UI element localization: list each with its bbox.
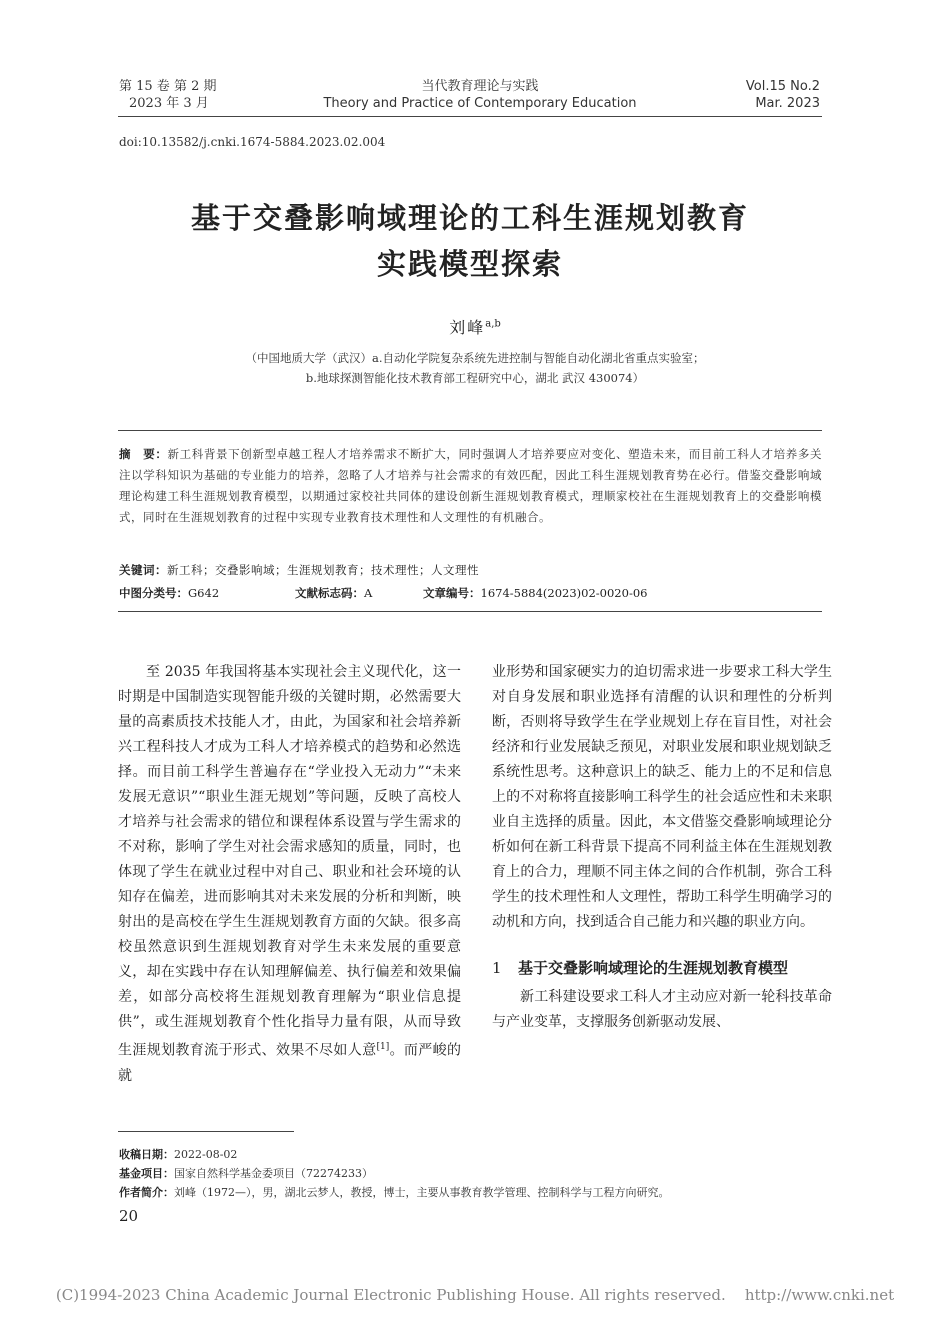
page-number: 20 xyxy=(119,1207,139,1225)
abstract-bottom-rule xyxy=(118,611,822,612)
abstract xyxy=(119,444,822,528)
affiliation-line1: （中国地质大学（武汉）a.自动化学院复杂系统先进控制与智能自动化湖北省重点实验室； xyxy=(245,351,705,365)
clc-label: 中图分类号： xyxy=(119,586,188,600)
footnote-received xyxy=(119,1145,822,1164)
header-right xyxy=(660,78,820,112)
author-affil-marker: a,b xyxy=(485,318,501,330)
header-left xyxy=(119,78,216,112)
body-paragraph-2: 业形势和国家硬实力的迫切需求进一步要求工科大学生对自身发展和职业选择有清醒的认识和理性的分析判断，否则将导致学生在学业规划上存在盲目性，对社会经济和行业发展缺乏预见，对职业发展和职业规划缺乏系统性思考。这种意识上的缺乏、能力上的不足和信息上的不对称将直接影响工科学生的社会适应性和未来职业自主选择的质量。因此，本文借鉴交叠影响域理论分析如何在新工科背景下提高不同利益主体在生涯规划教育上的合力，理顺不同主体之间的合作机制，弥合工科学生的技术理性和人文理性，帮助工科学生明确学习的动机和方向，找到适合自己能力和兴趣的职业方向。 xyxy=(492,664,832,930)
received-value: 2022-08-02 xyxy=(174,1148,238,1161)
paper-title-line2: 实践模型探索 xyxy=(376,247,563,281)
bio-label: 作者简介： xyxy=(119,1186,174,1199)
section-title: 基于交叠影响域理论的生涯规划教育模型 xyxy=(518,959,789,977)
article-number xyxy=(423,584,647,602)
header-rule xyxy=(118,116,822,117)
abstract-label: 摘 要： xyxy=(119,447,168,461)
section-number: 1 xyxy=(492,959,502,977)
section-heading-1 xyxy=(492,956,832,981)
footnote-rule xyxy=(118,1131,294,1132)
body-paragraph-3: 新工科建设要求工科人才主动应对新一轮科技革命与产业变革，支撑服务创新驱动发展、 xyxy=(492,989,832,1030)
paper-title-line1: 基于交叠影响域理论的工科生涯规划教育 xyxy=(190,201,749,235)
paper-title xyxy=(118,195,822,287)
body-column-left xyxy=(118,660,461,1089)
journal-title-cn: 当代教育理论与实践 xyxy=(421,79,539,94)
clc-value: G642 xyxy=(188,586,220,600)
fund-label: 基金项目： xyxy=(119,1167,174,1180)
footnote-fund xyxy=(119,1164,822,1183)
citation-ref[interactable]: [1] xyxy=(376,1042,390,1052)
doc-code xyxy=(295,584,372,602)
header-date-en: Mar. 2023 xyxy=(755,96,820,111)
body-paragraph-1-tail: 。而严峻的就 xyxy=(118,1042,462,1084)
affiliation xyxy=(150,348,800,388)
abstract-text: 新工科背景下创新型卓越工程人才培养需求不断扩大，同时强调人才培养要应对变化、塑造未来，而目前工科人才培养多关注以学科知识为基础的专业能力的培养，忽略了人才培养与社会需求的有效匹配，因此工科生涯规划教育势在必行。借鉴交叠影响域理论构建工科生涯规划教育模型，以期通过家校社共同体的建设创新生涯规划教育模式，理顺家校社在生涯规划教育上的交叠影响模式，同时在生涯规划教育的过程中实现专业教育技术理性和人文理性的有机融合。 xyxy=(119,447,823,524)
header-vol-en: Vol.15 No.2 xyxy=(745,79,820,94)
journal-title-en: Theory and Practice of Contemporary Education xyxy=(323,96,637,111)
affiliation-line2: b.地球探测智能化技术教育部工程研究中心，湖北 武汉 430074） xyxy=(305,371,645,385)
doc-code-label: 文献标志码： xyxy=(295,586,364,600)
author xyxy=(300,315,650,338)
keywords-text: 新工科；交叠影响域；生涯规划教育；技术理性；人文理性 xyxy=(167,563,479,577)
keywords xyxy=(119,561,822,579)
body-paragraph-1 xyxy=(118,660,461,1089)
body-column-right xyxy=(492,660,832,1035)
footnote-bio xyxy=(119,1183,822,1202)
article-number-label: 文章编号： xyxy=(423,586,481,600)
clc xyxy=(119,584,219,602)
body-paragraph-1-text: 至 2035 年我国将基本实现社会主义现代化，这一时期是中国制造实现智能升级的关键时期，必然需要大量的高素质技术技能人才，由此，为国家和社会培养新兴工程科技人才成为工科人才培养模式的趋势和必然选择。而目前工科学生普遍存在“学业投入无动力”“未来发展无意识”“职业生涯无规划”等问题，反映了高校人才培养与社会需求的错位和课程体系设置与学生需求的不对称，影响了学生对社会需求感知的质量，同时，也体现了学生在就业过程中对自己、职业和社会环境的认知存在偏差，进而影响其对未来发展的分析和判断，映射出的是高校在学生生涯规划教育方面的欠缺。很多高校虽然意识到生涯规划教育对学生未来发展的重要意义，却在实践中存在认知理解偏差、执行偏差和效果偏差，如部分高校将生涯规划教育理解为“职业信息提供”，或生涯规划教育个性化指导力量有限，从而导致生涯规划教育流于形式、效果不尽如人意 xyxy=(118,664,461,1059)
bio-value: 刘峰（1972—），男，湖北云梦人，教授，博士，主要从事教育教学管理、控制科学与工程方向研究。 xyxy=(174,1186,670,1199)
header-center xyxy=(300,78,660,112)
footnote xyxy=(119,1145,822,1202)
copyright-notice: (C)1994-2023 China Academic Journal Electronic Publishing House. All rights reserved. http://www.cnki.net xyxy=(55,1286,895,1304)
received-label: 收稿日期： xyxy=(119,1148,174,1161)
author-name: 刘峰 xyxy=(449,318,486,337)
abstract-top-rule xyxy=(118,430,822,431)
article-number-value: 1674-5884(2023)02-0020-06 xyxy=(480,586,648,600)
keywords-label: 关键词： xyxy=(119,563,167,577)
fund-value: 国家自然科学基金委项目（72274233） xyxy=(174,1167,373,1180)
doc-code-value: A xyxy=(364,586,373,600)
header-volume: 第 15 卷 第 2 期 xyxy=(119,79,217,94)
header-date-cn: 2023 年 3 月 xyxy=(129,96,209,111)
doi: doi:10.13582/j.cnki.1674-5884.2023.02.004 xyxy=(119,135,386,149)
